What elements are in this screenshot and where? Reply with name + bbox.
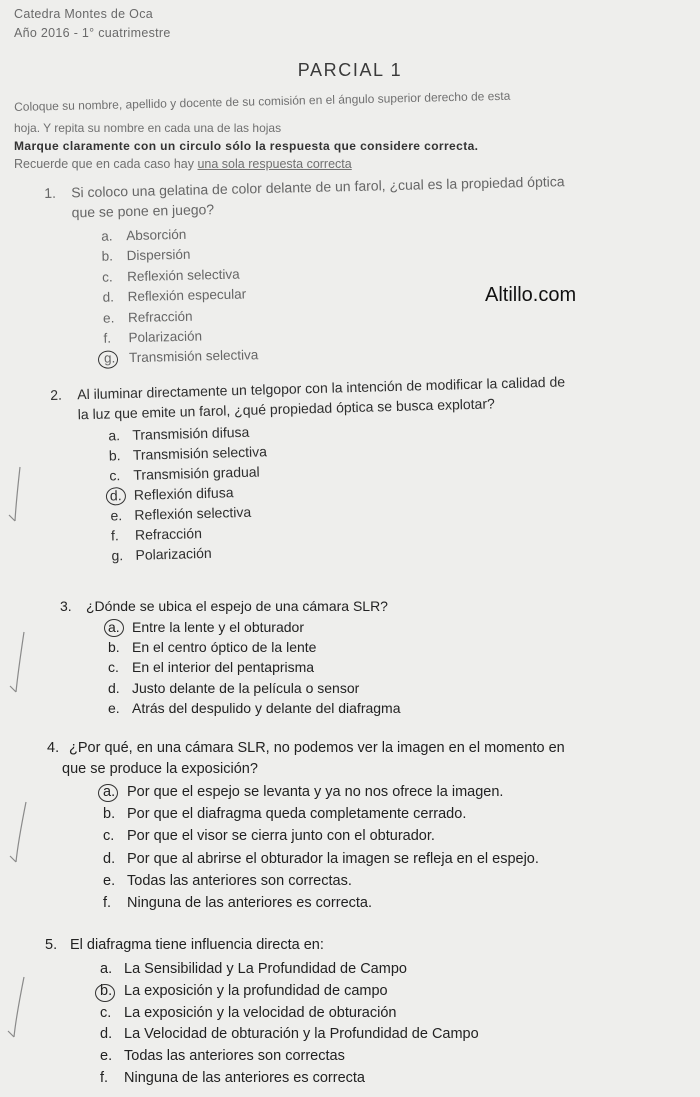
question-5 xyxy=(45,935,479,1090)
option-text: Todas las anteriores son correctas xyxy=(124,1048,345,1065)
option-b[interactable] xyxy=(108,637,401,657)
option-letter: d. xyxy=(102,289,115,305)
option-letter: e. xyxy=(100,1048,113,1065)
options-list xyxy=(108,617,401,718)
option-text: La Sensibilidad y La Profundidad de Campo xyxy=(124,961,407,977)
option-text: Dispersión xyxy=(126,247,191,264)
question-text-line: que se pone en juego? xyxy=(71,201,215,221)
question-number: 5. xyxy=(45,937,58,953)
option-letter: d. xyxy=(100,1026,113,1043)
option-text: Transmisión selectiva xyxy=(128,347,259,366)
option-d[interactable] xyxy=(100,1024,479,1046)
check-mark-3 xyxy=(6,800,32,866)
option-c[interactable] xyxy=(100,1003,479,1025)
option-d[interactable] xyxy=(108,678,401,698)
instruction-line-2: hoja. Y repita su nombre en cada una de las hojas xyxy=(14,121,282,135)
question-text-line: El diafragma tiene influencia directa en: xyxy=(70,937,324,953)
question-1-text xyxy=(44,171,565,223)
option-letter: f. xyxy=(103,330,112,346)
question-text-line: Si coloco una gelatina de color delante de un farol, ¿cual es la propiedad óptica xyxy=(71,173,565,201)
watermark-text: Altillo.com xyxy=(485,284,577,306)
option-letter: g. xyxy=(111,547,124,564)
question-number: 2. xyxy=(50,386,63,403)
question-3-text xyxy=(60,596,401,616)
question-text-line: ¿Por qué, en una cámara SLR, no podemos ver la imagen en el momento en xyxy=(69,740,565,756)
option-a[interactable] xyxy=(103,781,565,803)
option-e[interactable] xyxy=(103,870,565,892)
option-text: Por que el diafragma queda completamente cerrado. xyxy=(127,806,467,823)
option-letter: a. xyxy=(101,228,113,244)
option-letter: c. xyxy=(103,828,115,845)
option-text: Transmisión gradual xyxy=(133,463,260,483)
option-text: Transmisión selectiva xyxy=(132,443,268,463)
option-letter: b. xyxy=(108,639,120,656)
option-a[interactable] xyxy=(108,617,401,637)
option-letter: e. xyxy=(110,507,123,524)
option-text: Entre la lente y el obturador xyxy=(132,619,304,635)
question-1 xyxy=(44,171,569,371)
option-text: Por que al abrirse el obturador la imagen se refleja en el espejo. xyxy=(127,850,539,867)
option-letter: b. xyxy=(108,447,121,464)
instruction-underlined: una sola respuesta correcta xyxy=(197,157,352,171)
option-text: Reflexión especular xyxy=(127,286,247,305)
option-letter: f. xyxy=(110,527,119,544)
option-letter: a. xyxy=(108,427,121,444)
instruction-prefix: Recuerde que en cada caso hay xyxy=(14,157,198,171)
option-letter: a. xyxy=(103,784,116,800)
question-number: 4. xyxy=(47,740,60,756)
option-letter: c. xyxy=(100,1004,112,1021)
header-course: Catedra Montes de Oca xyxy=(14,7,154,21)
check-mark-2 xyxy=(6,630,30,696)
option-text: La Velocidad de obturación y la Profundidad de Campo xyxy=(124,1026,479,1043)
page-title: PARCIAL 1 xyxy=(297,60,403,80)
option-b[interactable] xyxy=(100,981,479,1003)
question-text-line: la luz que emite un farol, ¿qué propiedad óptica se busca explotar? xyxy=(77,395,495,423)
instruction-line-4 xyxy=(14,157,352,171)
option-text: Atrás del despulido y delante del diafragma xyxy=(132,699,401,716)
option-text: Polarización xyxy=(128,328,203,346)
option-text: La exposición y la velocidad de obturación xyxy=(124,1004,397,1021)
option-letter: a. xyxy=(108,619,120,635)
question-4 xyxy=(47,738,565,914)
question-number: 3. xyxy=(60,598,72,614)
option-letter: a. xyxy=(100,961,113,977)
check-mark-1 xyxy=(6,465,30,525)
answer-circle-mark xyxy=(95,984,115,1002)
options-list xyxy=(108,414,569,566)
option-f[interactable] xyxy=(103,892,565,914)
option-text: Todas las anteriores son correctas. xyxy=(127,872,352,889)
option-text: Refracción xyxy=(134,525,203,543)
option-text: Por que el espejo se levanta y ya no nos ofrece la imagen. xyxy=(127,784,504,800)
option-e[interactable] xyxy=(108,698,401,718)
question-4-text xyxy=(47,738,565,780)
option-letter: b. xyxy=(100,982,113,999)
answer-circle-mark xyxy=(98,784,118,802)
option-c[interactable] xyxy=(108,657,401,677)
option-text: En el interior del pentaprisma xyxy=(132,659,315,676)
question-2 xyxy=(50,372,570,567)
option-letter: e. xyxy=(103,872,116,889)
question-5-text xyxy=(45,935,479,955)
question-text-line: ¿Dónde se ubica el espejo de una cámara SLR? xyxy=(86,598,388,614)
option-letter: g. xyxy=(103,350,116,367)
options-list xyxy=(103,781,565,914)
option-letter: d. xyxy=(109,487,122,504)
option-c[interactable] xyxy=(103,825,565,847)
answer-circle-mark xyxy=(104,619,124,637)
option-text: Transmisión difusa xyxy=(132,423,250,443)
option-letter: d. xyxy=(108,679,120,696)
option-text: Reflexión difusa xyxy=(133,484,234,503)
option-letter: d. xyxy=(103,850,116,867)
option-text: Absorción xyxy=(126,226,187,244)
option-a[interactable] xyxy=(100,959,479,981)
option-letter: f. xyxy=(100,1069,109,1086)
option-text: Por que el visor se cierra junto con el obturador. xyxy=(127,828,435,845)
option-letter: e. xyxy=(102,310,115,326)
option-text: Justo delante de la película o sensor xyxy=(132,679,360,696)
options-list xyxy=(101,216,569,369)
option-b[interactable] xyxy=(103,803,565,825)
options-list xyxy=(100,959,479,1090)
header-year: Año 2016 - 1° cuatrimestre xyxy=(14,26,171,40)
option-letter: e. xyxy=(108,699,120,716)
option-text: Reflexión selectiva xyxy=(134,503,252,523)
question-number: 1. xyxy=(44,184,57,201)
option-letter: c. xyxy=(101,269,113,285)
option-text: En el centro óptico de la lente xyxy=(132,639,317,656)
question-text-line: Al iluminar directamente un telgopor con la intención de modificar la calidad de xyxy=(77,373,566,403)
option-f[interactable] xyxy=(100,1068,479,1090)
check-mark-4 xyxy=(4,975,30,1041)
option-text: Ninguna de las anteriores es correcta. xyxy=(127,895,373,912)
option-e[interactable] xyxy=(100,1046,479,1068)
question-text-line: que se produce la exposición? xyxy=(62,761,258,777)
option-letter: c. xyxy=(108,659,119,676)
option-letter: b. xyxy=(103,806,116,823)
option-d[interactable] xyxy=(103,848,565,870)
option-text: Ninguna de las anteriores es correcta xyxy=(124,1069,365,1086)
option-letter: b. xyxy=(101,248,114,265)
option-text: Reflexión selectiva xyxy=(126,266,240,284)
option-letter: f. xyxy=(103,895,112,912)
question-3 xyxy=(60,596,401,718)
instruction-line-1: Coloque su nombre, apellido y docente de su comisión en el ángulo superior derecho de esta xyxy=(14,88,511,114)
option-text: Refracción xyxy=(127,308,193,325)
option-letter: c. xyxy=(109,467,121,484)
option-text: Polarización xyxy=(135,544,212,563)
option-text: La exposición y la profundidad de campo xyxy=(124,982,388,999)
instruction-bold: Marque claramente con un circulo sólo la respuesta que considere correcta. xyxy=(14,139,479,153)
